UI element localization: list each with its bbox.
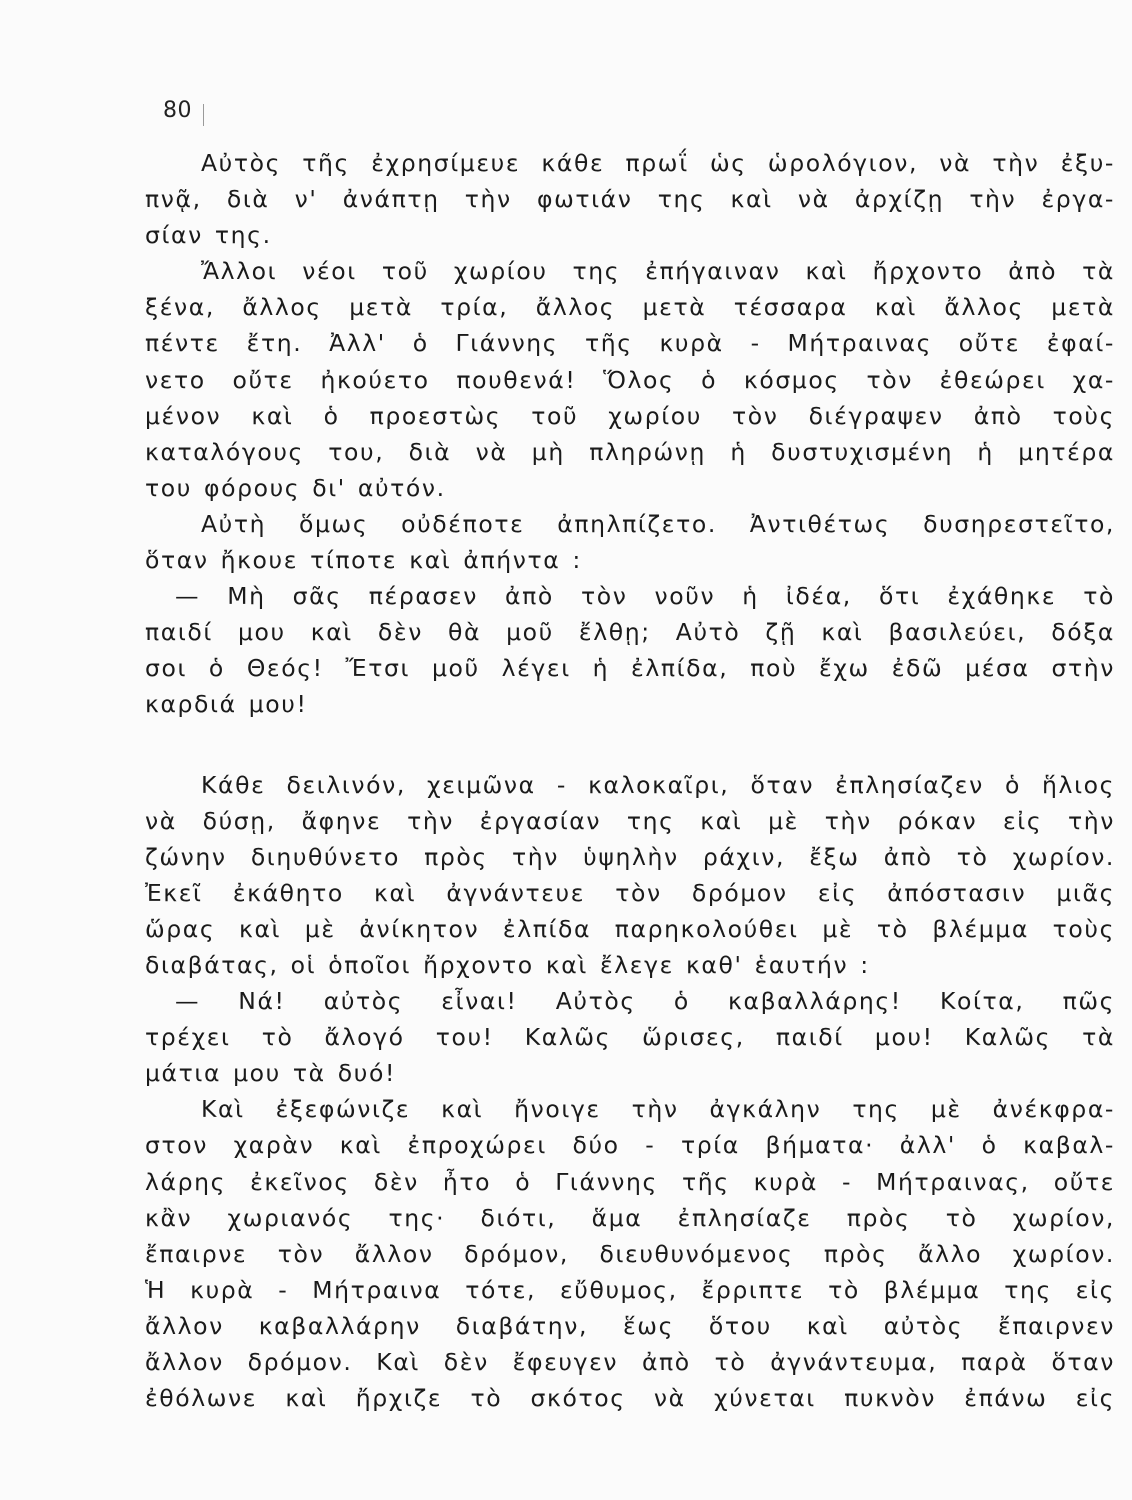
text-line: μένον καὶ ὁ προεστὼς τοῦ χωρίου τὸν διέγραψεν ἀπὸ τοὺς bbox=[145, 401, 1115, 430]
page-number: 80 bbox=[163, 98, 192, 123]
text-line: λάρης ἐκεῖνος δὲν ἦτο ὁ Γιάννης τῆς κυρὰ - Μήτραινας, οὔτε bbox=[145, 1167, 1115, 1196]
text-line: του φόρους δι' αὐτόν. bbox=[145, 473, 446, 502]
text-line: ὅταν ἤκουε τίποτε καὶ ἀπήντα : bbox=[145, 546, 582, 575]
text-line: παιδί μου καὶ δὲν θὰ μοῦ ἔλθῃ; Αὐτὸ ζῇ καὶ βασιλεύει, δόξα bbox=[145, 618, 1115, 647]
section-2 bbox=[145, 767, 1115, 1417]
text-line: στον χαρὰν καὶ ἐπροχώρει δύο - τρία βήματα· ἀλλ' ὁ καβαλ- bbox=[145, 1131, 1115, 1160]
text-line: Αὐτὴ ὅμως οὐδέποτε ἀπηλπίζετο. Ἀντιθέτως δυσηρεστεῖτο, bbox=[201, 509, 1115, 538]
text-line: κἂν χωριανός της· διότι, ἅμα ἐπλησίαζε πρὸς τὸ χωρίον, bbox=[145, 1203, 1115, 1232]
text-line: πέντε ἔτη. Ἀλλ' ὁ Γιάννης τῆς κυρὰ - Μήτραινας οὔτε ἐφαί- bbox=[145, 329, 1115, 358]
text-line: νετο οὔτε ἠκούετο πουθενά! Ὅλος ὁ κόσμος τὸν ἐθεώρει χα- bbox=[145, 365, 1115, 394]
text-line: Ἄλλοι νέοι τοῦ χωρίου της ἐπήγαιναν καὶ ἤρχοντο ἀπὸ τὰ bbox=[201, 257, 1115, 286]
text-line: καρδιά μου! bbox=[145, 690, 308, 719]
text-line: Αὐτὸς τῆς ἐχρησίμευε κάθε πρωΐ ὡς ὡρολόγιον, νὰ τὴν ἐξυ- bbox=[201, 149, 1115, 177]
text-line: ἄλλον δρόμον. Καὶ δὲν ἔφευγεν ἀπὸ τὸ ἀγνάντευμα, παρὰ ὅταν bbox=[145, 1348, 1115, 1376]
text-line: καταλόγους του, διὰ νὰ μὴ πληρώνῃ ἡ δυστυχισμένη ἡ μητέρα bbox=[145, 437, 1115, 466]
text-line: σοι ὁ Θεός! Ἔτσι μοῦ λέγει ἡ ἐλπίδα, ποὺ ἔχω ἐδῶ μέσα στὴν bbox=[145, 654, 1115, 683]
text-line: Ἐκεῖ ἐκάθητο καὶ ἀγνάντευε τὸν δρόμον εἰς ἀπόστασιν μιᾶς bbox=[145, 878, 1115, 907]
section-break bbox=[145, 723, 1115, 767]
text-line: Ἡ κυρὰ - Μήτραινα τότε, εὔθυμος, ἔρριπτε τὸ βλέμμα της εἰς bbox=[145, 1275, 1115, 1304]
text-line: τρέχει τὸ ἄλογό του! Καλῶς ὥρισες, παιδί μου! Καλῶς τὰ bbox=[145, 1023, 1115, 1052]
text-line: νὰ δύσῃ, ἄφηνε τὴν ἐργασίαν της καὶ μὲ τὴν ρόκαν εἰς τὴν bbox=[145, 806, 1115, 835]
text-line: ζώνην διηυθύνετο πρὸς τὴν ὑψηλὴν ράχιν, ἔξω ἀπὸ τὸ χωρίον. bbox=[145, 842, 1115, 871]
text-line: ἔπαιρνε τὸν ἄλλον δρόμον, διευθυνόμενος πρὸς ἄλλο χωρίον. bbox=[145, 1239, 1115, 1268]
text-line: ἄλλον καβαλλάρην διαβάτην, ἕως ὅτου καὶ αὐτὸς ἔπαιρνεν bbox=[145, 1311, 1115, 1340]
text-line: ξένα, ἄλλος μετὰ τρία, ἄλλος μετὰ τέσσαρα καὶ ἄλλος μετὰ bbox=[145, 293, 1115, 322]
text-line: Καὶ ἐξεφώνιζε καὶ ἤνοιγε τὴν ἀγκάλην της μὲ ἀνέκφρα- bbox=[201, 1095, 1115, 1124]
text-line: — Νά! αὐτὸς εἶναι! Αὐτὸς ὁ καβαλλάρης! Κοίτα, πῶς bbox=[175, 987, 1115, 1016]
text-line: — Μὴ σᾶς πέρασεν ἀπὸ τὸν νοῦν ἡ ἰδέα, ὅτι ἐχάθηκε τὸ bbox=[175, 582, 1115, 611]
section-1 bbox=[145, 145, 1115, 723]
text-line: σίαν της. bbox=[145, 221, 272, 250]
text-line: μάτια μου τὰ δυό! bbox=[145, 1059, 396, 1088]
body-text bbox=[145, 145, 1115, 1416]
text-line: ὥρας καὶ μὲ ἀνίκητον ἐλπίδα παρηκολούθει μὲ τὸ βλέμμα τοὺς bbox=[145, 914, 1115, 943]
text-line: διαβάτας, οἱ ὁποῖοι ἤρχοντο καὶ ἔλεγε καθ' ἑαυτήν : bbox=[145, 950, 870, 979]
text-line: Κάθε δειλινόν, χειμῶνα - καλοκαῖρι, ὅταν ἐπλησίαζεν ὁ ἥλιος bbox=[201, 770, 1115, 799]
text-line: πνᾷ, διὰ ν' ἀνάπτῃ τὴν φωτιάν της καὶ νὰ ἀρχίζῃ τὴν ἐργα- bbox=[145, 185, 1115, 214]
text-line: ἐθόλωνε καὶ ἤρχιζε τὸ σκότος νὰ χύνεται πυκνὸν ἐπάνω εἰς bbox=[145, 1384, 1115, 1413]
margin-rule bbox=[203, 104, 204, 126]
